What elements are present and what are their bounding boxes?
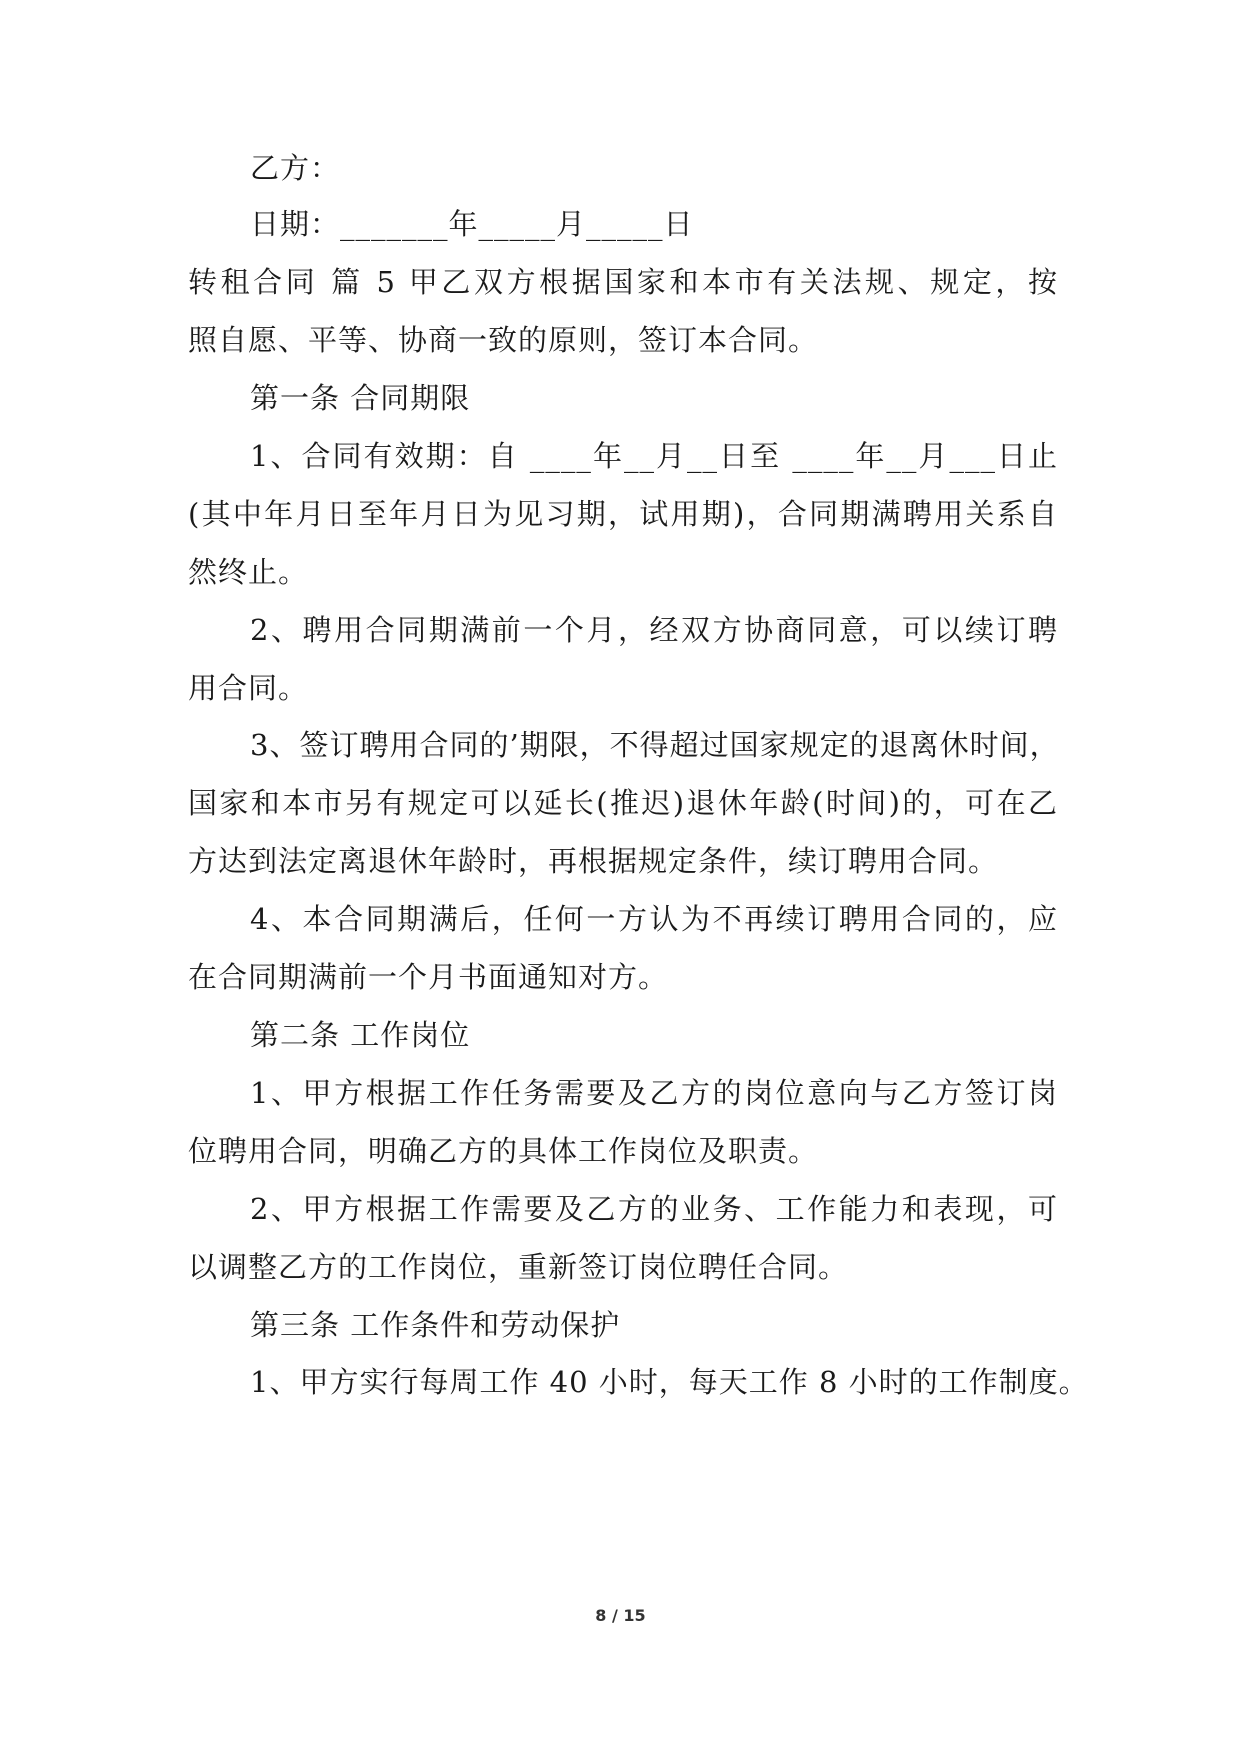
body-line: 方达到法定离退休年龄时，再根据规定条件，续订聘用合同。 xyxy=(188,844,999,878)
page-number: 8 / 15 xyxy=(595,1606,646,1625)
body-line: 国家和本市另有规定可以延长(推迟)退休年龄(时间)的，可在乙 xyxy=(188,786,1058,820)
section-heading-line: 转租合同 篇 5 甲乙双方根据国家和本市有关法规、规定，按 xyxy=(188,265,1058,299)
article-2-heading: 第二条 工作岗位 xyxy=(250,1018,471,1052)
body-line: 4、本合同期满后，任何一方认为不再续订聘用合同的，应 xyxy=(250,902,1058,936)
body-line: 用合同。 xyxy=(188,671,309,705)
body-line: 然终止。 xyxy=(188,555,309,589)
body-line: 照自愿、平等、协商一致的原则，签订本合同。 xyxy=(188,323,819,357)
body-line: 在合同期满前一个月书面通知对方。 xyxy=(188,960,669,994)
date-line: 日期：_______年_____月_____日 xyxy=(250,207,694,241)
article-3-heading: 第三条 工作条件和劳动保护 xyxy=(250,1308,621,1342)
body-line: 2、聘用合同期满前一个月，经双方协商同意，可以续订聘 xyxy=(250,613,1058,647)
body-line: 1、合同有效期：自 ____年__月__日至 ____年__月___日止 xyxy=(250,439,1058,473)
party-b-line: 乙方： xyxy=(250,151,341,185)
body-line: 位聘用合同，明确乙方的具体工作岗位及职责。 xyxy=(188,1134,819,1168)
body-line: 1、甲方实行每周工作 40 小时，每天工作 8 小时的工作制度。 xyxy=(250,1365,1089,1399)
body-line: (其中年月日至年月日为见习期，试用期)，合同期满聘用关系自 xyxy=(188,497,1058,531)
body-line: 以调整乙方的工作岗位，重新签订岗位聘任合同。 xyxy=(188,1250,849,1284)
body-line: 2、甲方根据工作需要及乙方的业务、工作能力和表现，可 xyxy=(250,1192,1058,1226)
article-1-heading: 第一条 合同期限 xyxy=(250,381,471,415)
body-line: 3、签订聘用合同的’期限，不得超过国家规定的退离休时间， xyxy=(250,728,1060,762)
body-line: 1、甲方根据工作任务需要及乙方的岗位意向与乙方签订岗 xyxy=(250,1076,1058,1110)
